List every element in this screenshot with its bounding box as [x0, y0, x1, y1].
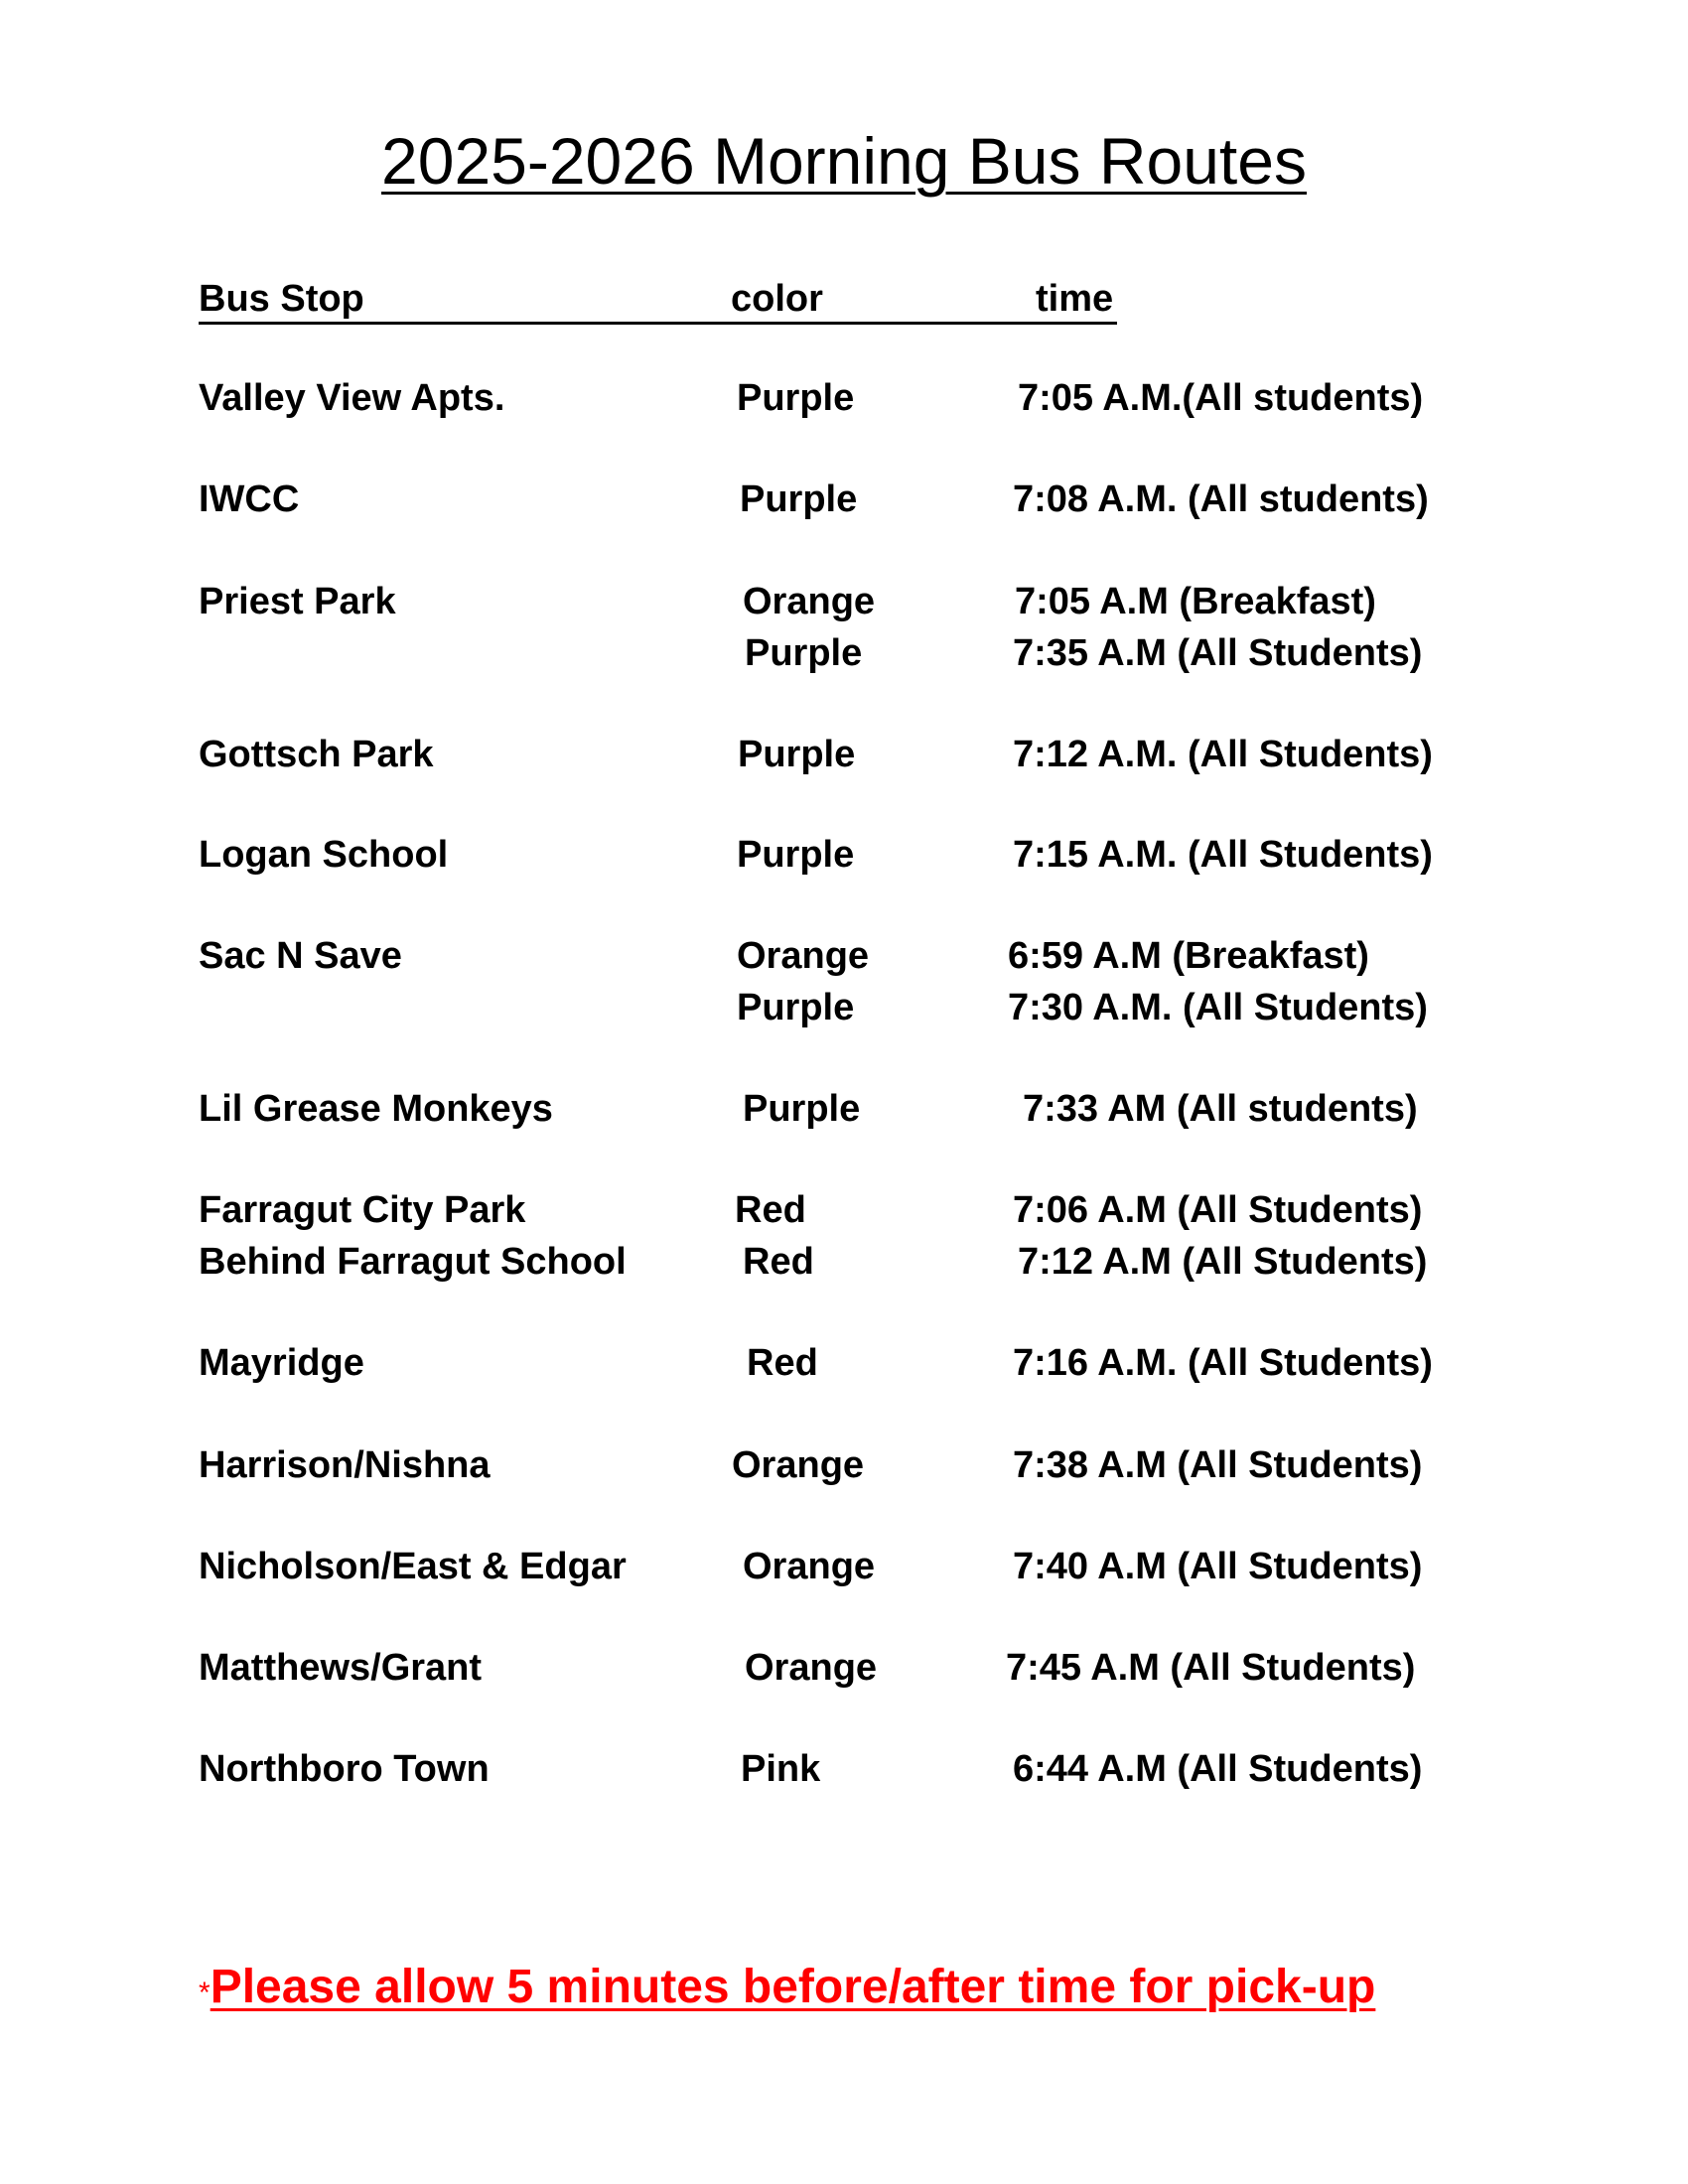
row-6-stop: Sac N Save [199, 935, 402, 977]
row-11-time: 7:16 A.M. (All Students) [1013, 1342, 1433, 1384]
row-15-stop: Northboro Town [199, 1748, 490, 1790]
row-5-color: Purple [737, 834, 855, 876]
row-0-color: Purple [737, 377, 855, 419]
row-8-time: 7:33 AM (All students) [1023, 1088, 1418, 1130]
row-14-color: Orange [745, 1647, 878, 1689]
pickup-note-asterisk: * [199, 1977, 211, 2009]
row-4-time: 7:12 A.M. (All Students) [1013, 734, 1433, 775]
row-11-color: Red [747, 1342, 818, 1384]
page-title [0, 121, 1688, 201]
row-10-time: 7:12 A.M (All Students) [1018, 1241, 1428, 1283]
row-6-time: 6:59 A.M (Breakfast) [1008, 935, 1369, 977]
row-2-time: 7:05 A.M (Breakfast) [1015, 581, 1376, 622]
header-time: time [1036, 278, 1114, 320]
row-5-stop: Logan School [199, 834, 449, 876]
row-1-color: Purple [740, 478, 858, 520]
table-header [199, 276, 1117, 325]
row-4-stop: Gottsch Park [199, 734, 434, 775]
header-bus-stop: Bus Stop [199, 278, 364, 320]
row-9-stop: Farragut City Park [199, 1189, 526, 1231]
row-15-time: 6:44 A.M (All Students) [1013, 1748, 1423, 1790]
row-4-color: Purple [738, 734, 856, 775]
header-color: color [731, 278, 823, 320]
row-12-color: Orange [732, 1444, 865, 1486]
row-13-color: Orange [743, 1546, 876, 1587]
row-12-stop: Harrison/Nishna [199, 1444, 491, 1486]
row-3-color: Purple [745, 632, 863, 674]
row-7-time: 7:30 A.M. (All Students) [1008, 987, 1428, 1028]
pickup-note-text: Please allow 5 minutes before/after time for pick-up [210, 1961, 1376, 2013]
row-10-color: Red [743, 1241, 814, 1283]
pickup-note [199, 1958, 1375, 2023]
row-0-time: 7:05 A.M.(All students) [1018, 377, 1424, 419]
row-8-color: Purple [743, 1088, 861, 1130]
row-13-time: 7:40 A.M (All Students) [1013, 1546, 1423, 1587]
page-title-text: 2025-2026 Morning Bus Routes [381, 124, 1307, 198]
row-12-time: 7:38 A.M (All Students) [1013, 1444, 1423, 1486]
row-1-stop: IWCC [199, 478, 300, 520]
row-11-stop: Mayridge [199, 1342, 364, 1384]
row-14-time: 7:45 A.M (All Students) [1006, 1647, 1416, 1689]
row-5-time: 7:15 A.M. (All Students) [1013, 834, 1433, 876]
row-6-color: Orange [737, 935, 870, 977]
row-0-stop: Valley View Apts. [199, 377, 505, 419]
row-9-time: 7:06 A.M (All Students) [1013, 1189, 1423, 1231]
row-10-stop: Behind Farragut School [199, 1241, 627, 1283]
row-1-time: 7:08 A.M. (All students) [1013, 478, 1429, 520]
row-9-color: Red [735, 1189, 806, 1231]
row-13-stop: Nicholson/East & Edgar [199, 1546, 627, 1587]
row-14-stop: Matthews/Grant [199, 1647, 483, 1689]
row-8-stop: Lil Grease Monkeys [199, 1088, 553, 1130]
row-3-time: 7:35 A.M (All Students) [1013, 632, 1423, 674]
row-15-color: Pink [741, 1748, 821, 1790]
row-2-color: Orange [743, 581, 876, 622]
row-2-stop: Priest Park [199, 581, 396, 622]
row-7-color: Purple [737, 987, 855, 1028]
